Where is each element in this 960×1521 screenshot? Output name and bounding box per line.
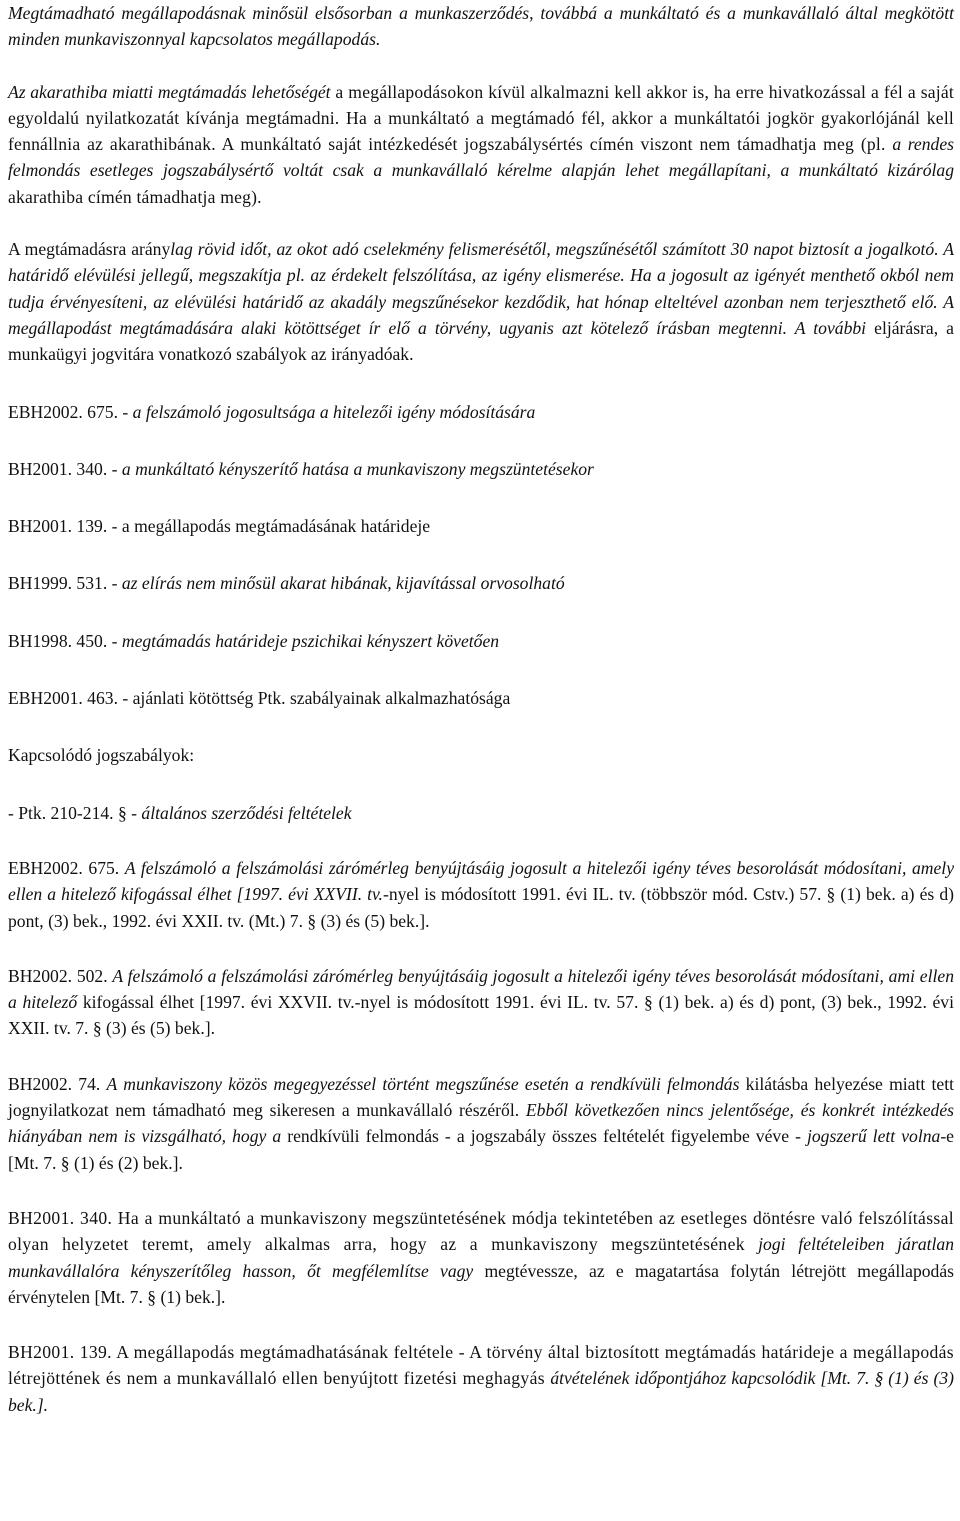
case-title: megtámadás határideje pszichikai kényszert követően	[121, 630, 500, 651]
case-text: (3) és (5) bek.].	[101, 1018, 215, 1039]
case-reference	[8, 456, 954, 482]
section-sign: §	[826, 884, 836, 905]
case-text: Ebből következően nincs jelentősége, és konkrét intézkedés hiányában nem is vizsgálható, hogy a	[8, 1100, 955, 1147]
case-text: kifogással élhet [1997. évi XXVII. tv.-nyel is módosított 1991. évi IL. tv. 57.	[77, 992, 644, 1013]
case-code: BH1998. 450. -	[8, 630, 122, 651]
section-sign: §	[92, 1018, 102, 1039]
case-text: (1) bek.].	[156, 1286, 226, 1307]
case-text: -e [Mt. 7.	[8, 1126, 954, 1173]
section-sign: §	[874, 1368, 884, 1389]
case-summary	[8, 1339, 954, 1418]
case-code: EBH2001. 463. - ajánlati kötöttség Ptk. szabályainak alkalmazhatósága	[8, 688, 511, 709]
case-code: BH2002. 74.	[8, 1073, 107, 1094]
case-reference	[8, 399, 954, 425]
paragraph-text: lag rövid időt, az okot adó cselekmény felismerésétől, megszűnésétől számított 30 napot biztosít a jogalkotó. A határidő elévülési jellegű, megszakítja pl. az érdekelt felszólítása, az igény elismerése. Ha a jogosult az igényét menthető okból nem tudja érvényesíteni, az elévülési határidő az akadály megszűnésekor kezdődik, hat hónap elteltével azonban nem terjeszthető elő. A megállapodást megtámadására alaki kötöttséget ír elő a törvény, ugyanis azt kötelező írásban megtenni. A további	[8, 239, 954, 338]
case-text: jogi feltételeiben járatlan munkavállalóra kényszerítőleg hasson, őt megfélemlítse vagy	[8, 1234, 954, 1281]
case-text: BH2001. 139. A megállapodás megtámadhatásának feltétele - A törvény által biztosított megtámadás határideje a megállapodás létrejöttének és nem a munkavállaló ellen benyújtott fizetési meghagyás	[8, 1342, 954, 1389]
law-title: - általános szerződési feltételek	[126, 802, 352, 823]
case-code: EBH2002. 675.	[8, 857, 125, 878]
paragraph-text: A megtámadásra arány	[8, 239, 171, 260]
heading-text: Kapcsolódó jogszabályok:	[8, 745, 195, 766]
case-reference	[8, 628, 954, 654]
case-text: A felszámoló a felszámolási zárómérleg benyújtásáig jogosult a hitelezői igény téves besorolását módosítani, amely ellen a hitelező kifogással élhet [1997. évi XXVII. tv.	[8, 857, 955, 905]
section-sign: §	[644, 992, 653, 1013]
case-text: megtévessze, az e magatartása folytán létrejött megállapodás érvénytelen [Mt. 7.	[8, 1260, 954, 1307]
related-law-item	[8, 800, 954, 826]
paragraph-text: Az akarathiba miatti megtámadás lehetőségét	[8, 81, 331, 102]
case-title: a munkáltató kényszerítő hatása a munkaviszony megszüntetésekor	[121, 458, 594, 479]
case-summary	[8, 1205, 954, 1310]
case-title: az elírás nem minősül akarat hibának, kijavítással orvosolható	[121, 573, 565, 594]
case-summary	[8, 1071, 954, 1176]
case-text: A munkaviszony közös megegyezéssel történt megszűnése esetén a rendkívüli felmondás	[106, 1073, 740, 1094]
paragraph-text: a rendes felmondás esetleges jogszabálysértő voltát csak a munkavállaló kérelme alapján lehet megállapítani, a munkáltató kizárólag	[8, 134, 954, 181]
related-laws-heading	[8, 742, 954, 768]
paragraph-agreements	[8, 0, 954, 53]
section-sign: §	[117, 802, 127, 823]
paragraph-text: akarathiba címén támadhatja meg).	[8, 186, 262, 207]
case-text: (1) és (3) bek.].	[8, 1368, 954, 1415]
case-summary	[8, 963, 954, 1042]
case-reference	[8, 570, 954, 596]
case-text: kilátásba helyezése miatt tett jognyilatkozat nem támadható meg sikeresen a munkavállaló részéről.	[8, 1073, 954, 1121]
case-reference	[8, 513, 954, 539]
case-title: a felszámoló jogosultsága a hitelezői igény módosítására	[132, 401, 536, 422]
paragraph-text: Megtámadható megállapodásnak minősül elsősorban a munkaszerződés, továbbá a munkáltató és a munkavállaló által megkötött minden munkaviszonnyal kapcsolatos megállapodás.	[8, 3, 954, 50]
case-text: jogszerű lett volna	[807, 1126, 941, 1147]
case-code: BH1999. 531. -	[8, 573, 122, 594]
case-text: -nyel is módosított 1991. évi IL. tv. (többször mód. Cstv.) 57.	[382, 884, 827, 905]
case-text: (3) és (5) bek.].	[316, 910, 430, 931]
case-reference	[8, 685, 954, 711]
case-text: (1) bek. a) és d) pont, (3) bek., 1992. évi XXII. tv. (Mt.) 7.	[8, 884, 954, 931]
paragraph-deadline	[8, 236, 954, 367]
case-code: EBH2002. 675. -	[8, 401, 133, 422]
case-text: átvételének időpontjához kapcsolódik [Mt. 7.	[550, 1368, 875, 1389]
case-code: BH2001. 139. - a megállapodás megtámadásának határideje	[8, 516, 431, 537]
case-text: A felszámoló a felszámolási zárómérleg benyújtásáig jogosult a hitelezői igény téves besorolását módosítani, ami ellen a hitelező	[8, 965, 954, 1013]
case-text: (1) bek. a) és d) pont, (3) bek., 1992. évi XXII. tv. 7.	[8, 992, 954, 1039]
case-text: (1) és (2) bek.].	[69, 1152, 183, 1173]
paragraph-mistake-challenge	[8, 79, 954, 210]
case-text: BH2001. 340. Ha a munkáltató a munkaviszony megszüntetésének módja tekintetében az esetleges döntésre való felszólítással olyan helyzetet teremt, amely alkalmas arra, hogy az a munkaviszony megszüntetésének	[8, 1207, 954, 1255]
case-code: BH2001. 340. -	[8, 458, 122, 479]
paragraph-text: a megállapodásokon kívül alkalmazni kell akkor is, ha erre hivatkozással a fél a saját egyoldalú nyilatkozatát kívánja megtámadni. Ha a munkáltató a megtámadó fél, akkor a munkáltatói jogkör gyakorlójánál kell fennállnia az akarathibának. A munkáltató saját intézkedését jogszabálysértés címén viszont nem támadhatja meg (pl.	[8, 81, 954, 155]
case-summary	[8, 855, 954, 934]
law-code: - Ptk. 210-214.	[8, 802, 118, 823]
paragraph-text: eljárásra, a munkaügyi jogvitára vonatkozó szabályok az irányadóak.	[8, 317, 954, 365]
case-text: rendkívüli felmondás - a jogszabály összes feltételét figyelembe véve -	[281, 1126, 807, 1147]
section-sign: §	[147, 1286, 157, 1307]
case-code: BH2002. 502.	[8, 965, 113, 986]
section-sign: §	[307, 910, 317, 931]
section-sign: §	[60, 1152, 70, 1173]
